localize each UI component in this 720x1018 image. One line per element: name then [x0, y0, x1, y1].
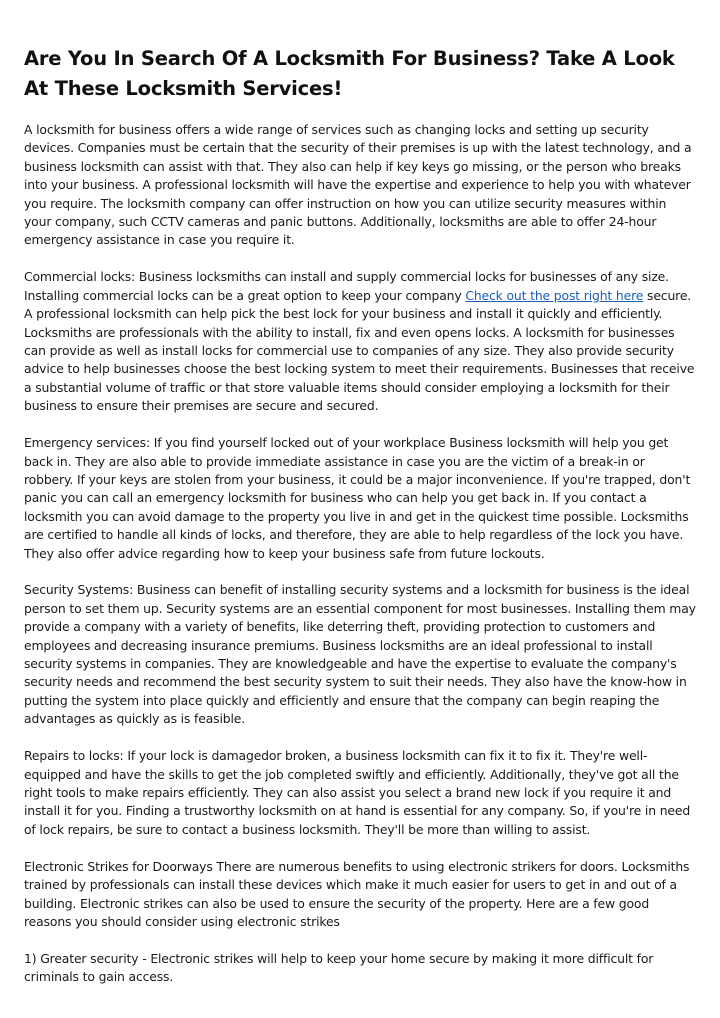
article	[24, 44, 696, 1005]
paragraph-lock-repairs: Repairs to locks: If your lock is damagedor broken, a business locksmith can fix it to fix it. They're well-equipped and have the skills to get the job completed swiftly and efficiently. Additionally, they've got all the right tools to make repairs efficiently. They can also assist you select a brand new lock if you require it and install it for you. Finding a trustworthy locksmith on at hand is essential for any company. So, if you're in need of lock repairs, be sure to contact a business locksmith. They'll be more than willing to assist.	[24, 748, 691, 837]
check-out-post-link[interactable]: Check out the post right here	[465, 287, 644, 303]
paragraph-emergency-services: Emergency services: If you find yourself locked out of your workplace Business locksmith will help you get back in. They are also able to provide immediate assistance in case you are the victim of a break-in or robbery. If your keys are stolen from your business, it could be a major inconvenience. If you're trapped, don't panic you can call an emergency locksmith for business who can help you get back in. If you contact a locksmith you can avoid damage to the property you live in and get in the quickest time possible. Locksmiths are certified to handle all kinds of locks, and therefore, they are able to help regardless of the lock you have. They also offer advice regarding how to keep your business safe from future lockouts.	[24, 435, 691, 561]
paragraph-commercial-locks-text-end: secure. A professional locksmith can help pick the best lock for your business and install it quickly and efficiently. Locksmiths are professionals with the ability to install, fix and even opens locks. A locksmith for businesses can provide as well as install locks for commercial use to companies of any size. They also provide security advice to help businesses choose the best locking system to meet their requirements. Businesses that receive a substantial volume of traffic or that store valuable items should consider employing a locksmith for their business to ensure their premises are secure and secured.	[24, 287, 695, 414]
article-title: Are You In Search Of A Locksmith For Business? Take A Look At These Locksmith Services!	[24, 47, 675, 100]
paragraph-commercial-locks	[24, 268, 696, 415]
paragraph-intro: A locksmith for business offers a wide range of services such as changing locks and setting up security devices. Companies must be certain that the security of their premises is up with the latest technology, and a business locksmith can assist with that. They also can help if key keys go missing, or the person who breaks into your business. A professional locksmith will have the expertise and experience to help you with whatever you require. The locksmith company can offer instruction on how you can utilize security measures within your company, such CCTV cameras and panic buttons. Additionally, locksmiths are able to offer 24-hour emergency assistance in case you require it.	[24, 122, 692, 248]
paragraph-commercial-locks-text-start: Commercial locks: Business locksmiths can install and supply commercial locks for businesses of any size. Installing commercial locks can be a great option to keep your company	[24, 269, 669, 303]
paragraph-security-systems: Security Systems: Business can benefit of installing security systems and a locksmith for business is the ideal person to set them up. Security systems are an essential component for most businesses. Installing them may provide a company with a variety of benefits, like deterring theft, providing protection to customers and employees and decreasing insurance premiums. Business locksmiths are an ideal professional to install security systems in companies. They are knowledgeable and have the expertise to evaluate the company's security needs and recommend the best security system to suit their needs. They also have the know-how in putting the system into place quickly and efficiently and ensure that the company can begin reaping the advantages as quickly as is feasible.	[24, 582, 696, 727]
paragraph-electronic-strikes: Electronic Strikes for Doorways There are numerous benefits to using electronic strikers for doors. Locksmiths trained by professionals can install these devices which make it much easier for users to get in and out of a building. Electronic strikes can also be used to ensure the security of the property. Here are a few good reasons you should consider using electronic strikes	[24, 858, 690, 929]
paragraph-greater-security: 1) Greater security - Electronic strikes will help to keep your home secure by making it more difficult for criminals to gain access.	[24, 950, 654, 985]
